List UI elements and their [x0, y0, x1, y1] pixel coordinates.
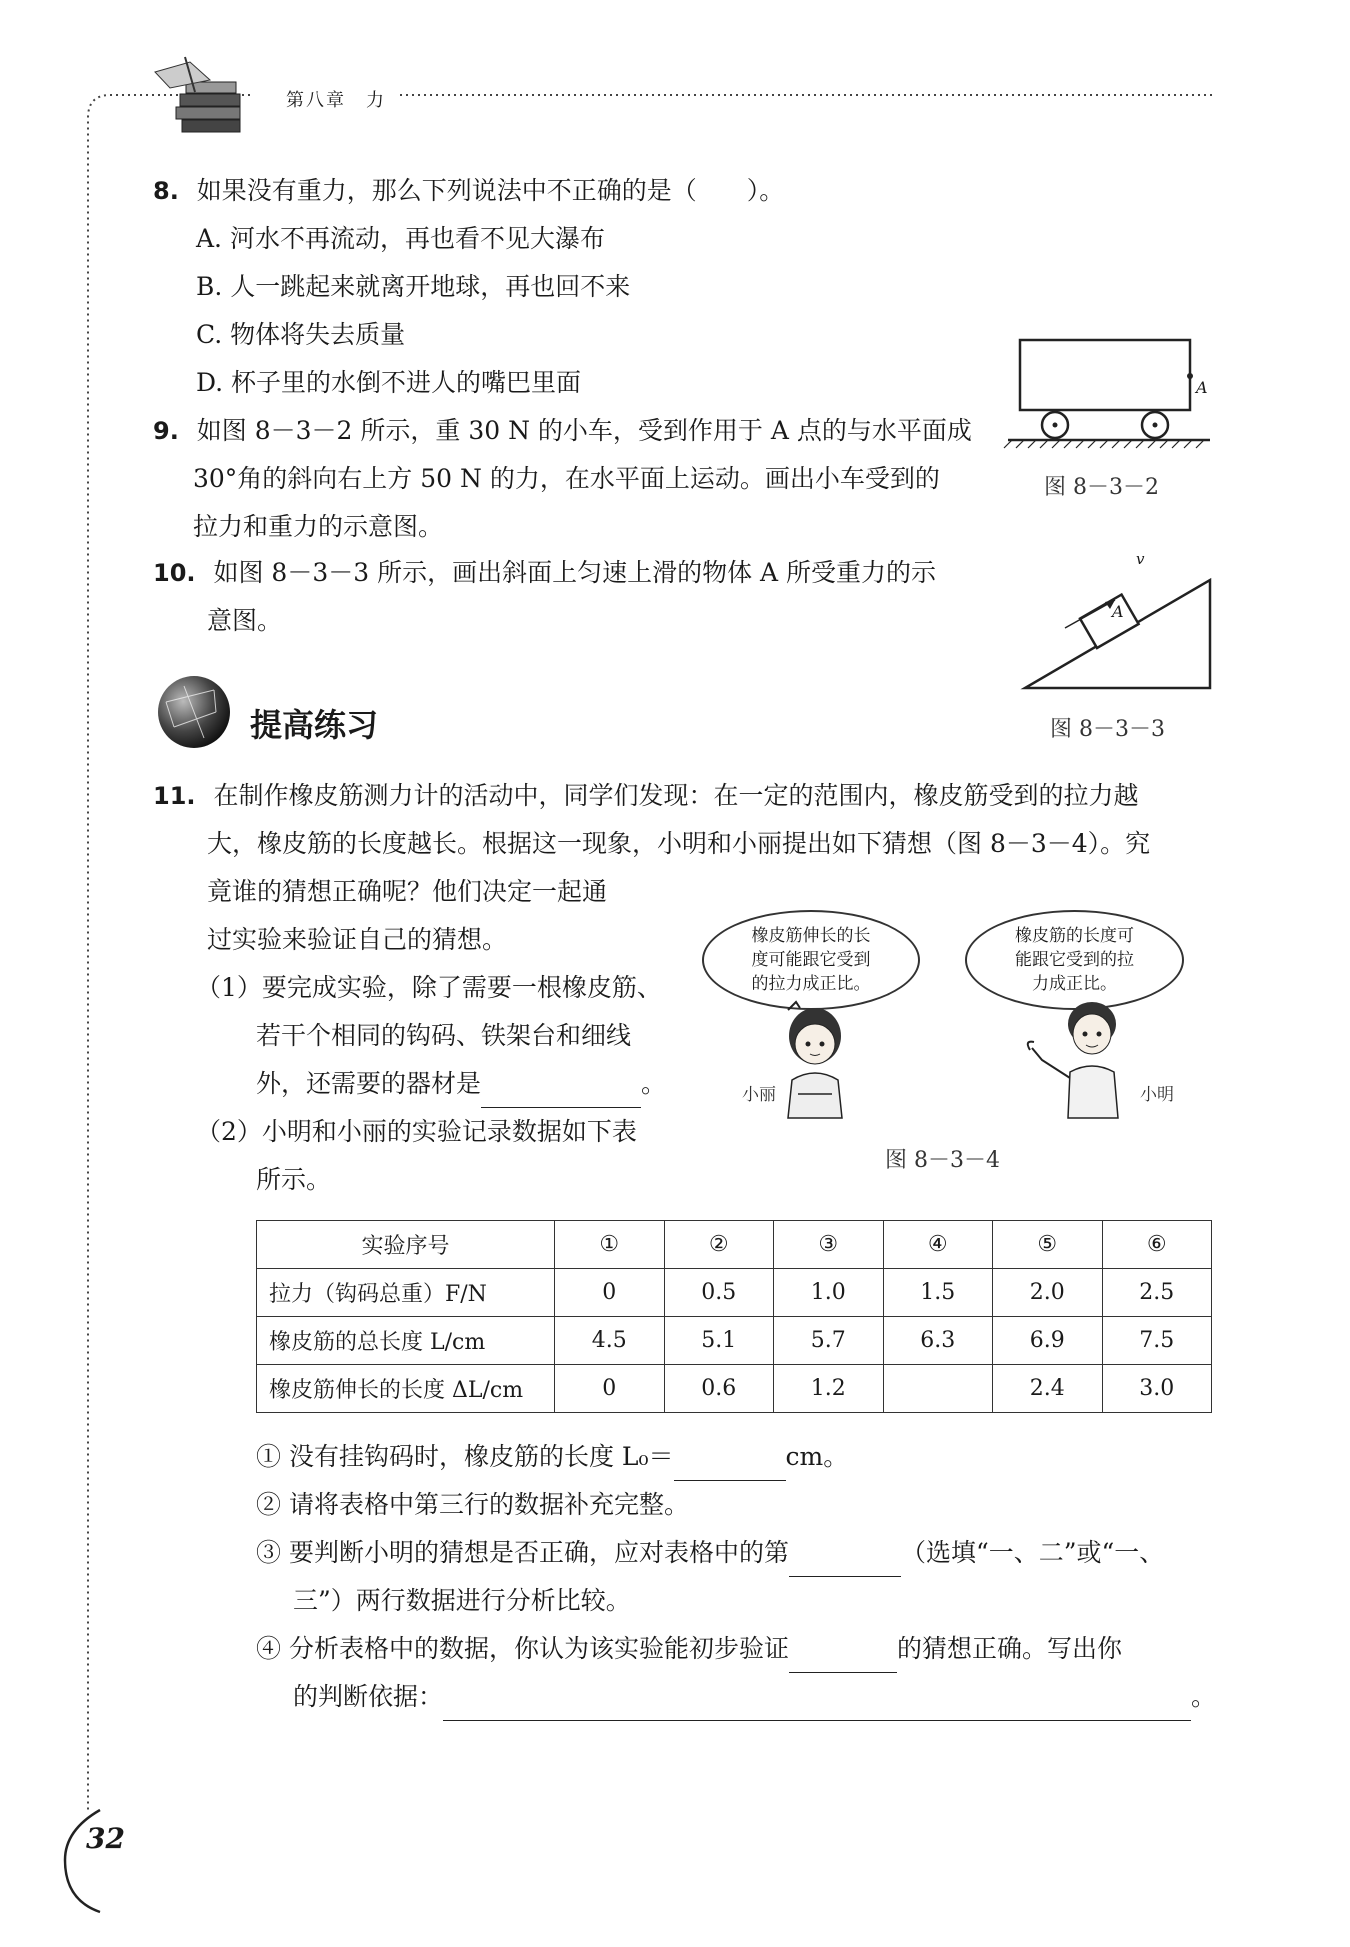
- page-number: 32: [86, 1822, 125, 1855]
- table-cell: 2.5: [1102, 1269, 1212, 1317]
- table-cell: 1.0: [774, 1269, 884, 1317]
- table-cell: 5.1: [664, 1317, 774, 1365]
- cart-point-label: A: [1196, 378, 1208, 397]
- answer-blank-equipment[interactable]: [481, 1077, 641, 1108]
- answer-blank-rows[interactable]: [789, 1546, 901, 1577]
- q11-sub2: ② 请将表格中第三行的数据补充完整。: [256, 1490, 689, 1519]
- table-row-label: 橡皮筋伸长的长度 ΔL/cm: [257, 1365, 555, 1413]
- incline-block-label: A: [1112, 602, 1124, 621]
- xiaoli-girl-illustration: [770, 1000, 860, 1120]
- q11-sub4-line1: ④ 分析表格中的数据，你认为该实验能初步验证 的猜想正确。写出你: [256, 1625, 1122, 1673]
- table-cell: 6.9: [993, 1317, 1103, 1365]
- q11-line1: 11. 在制作橡皮筋测力计的活动中，同学们发现：在一定的范围内，橡皮筋受到的拉力越: [153, 781, 1139, 810]
- experiment-data-table: [256, 1220, 1212, 1413]
- q11-part2-line2: 所示。: [256, 1165, 332, 1194]
- q11-sub3-line1: ③ 要判断小明的猜想是否正确，应对表格中的第 （选填“一、二”或“一、: [256, 1529, 1164, 1577]
- q10-line1: 10. 如图 8－3－3 所示，画出斜面上匀速上滑的物体 A 所受重力的示: [153, 558, 937, 587]
- q8-stem: 8. 如果没有重力，那么下列说法中不正确的是（ ）。: [153, 176, 785, 205]
- q8-number: 8.: [153, 177, 179, 205]
- q9-line2: 30°角的斜向右上方 50 N 的力，在水平面上运动。画出小车受到的: [193, 464, 940, 493]
- table-cell: 5.7: [774, 1317, 884, 1365]
- table-header-cell: ②: [664, 1221, 774, 1269]
- table-row-label: 橡皮筋的总长度 L/cm: [257, 1317, 555, 1365]
- q8-option-c: C. 物体将失去质量: [196, 320, 406, 349]
- q10-line2: 意图。: [207, 606, 283, 635]
- q11-line4: 过实验来验证自己的猜想。: [207, 925, 508, 954]
- table-header-cell: ③: [774, 1221, 884, 1269]
- q9-line3: 拉力和重力的示意图。: [193, 512, 444, 541]
- answer-blank-who[interactable]: [789, 1642, 897, 1673]
- table-cell-blank[interactable]: [883, 1365, 993, 1413]
- table-cell: 2.4: [993, 1365, 1103, 1413]
- q11-part1-line3: 外，还需要的器材是 。: [256, 1060, 666, 1108]
- xiaoli-name: 小丽: [742, 1085, 776, 1105]
- table-header-cell: ④: [883, 1221, 993, 1269]
- xiaoming-name: 小明: [1140, 1085, 1174, 1105]
- q11-line3: 竟谁的猜想正确呢？他们决定一起通: [207, 877, 608, 906]
- answer-blank-l0[interactable]: [674, 1450, 786, 1481]
- q9-number: 9.: [153, 417, 179, 445]
- q11-sub4-line2: 的判断依据： 。: [293, 1673, 1216, 1721]
- q11-part1-line1: （1）要完成实验，除了需要一根橡皮筋、: [196, 973, 662, 1002]
- q11-line2: 大，橡皮筋的长度越长。根据这一现象，小明和小丽提出如下猜想（图 8－3－4）。究: [207, 829, 1151, 858]
- table-cell: 7.5: [1102, 1317, 1212, 1365]
- q11-sub1: ① 没有挂钩码时，橡皮筋的长度 L₀＝ cm。: [256, 1433, 848, 1481]
- table-cell: 1.2: [774, 1365, 884, 1413]
- fig834-caption: 图 8－3－4: [885, 1148, 1000, 1173]
- table-cell: 3.0: [1102, 1365, 1212, 1413]
- table-cell: 2.0: [993, 1269, 1103, 1317]
- table-cell: 0: [555, 1365, 665, 1413]
- q11-part2-line1: （2）小明和小丽的实验记录数据如下表: [196, 1117, 637, 1146]
- table-cell: 6.3: [883, 1317, 993, 1365]
- incline-velocity-label: v: [1136, 550, 1145, 568]
- xiaoming-speech-bubble: 橡皮筋的长度可 能跟它受到的拉 力成正比。: [965, 910, 1184, 1010]
- q8-option-b: B. 人一跳起来就离开地球，再也回不来: [196, 272, 631, 301]
- table-header-cell: 实验序号: [257, 1221, 555, 1269]
- table-row: [257, 1269, 1212, 1317]
- q11-number: 11.: [153, 782, 196, 810]
- fig833-caption: 图 8－3－3: [1050, 717, 1165, 742]
- table-cell: 1.5: [883, 1269, 993, 1317]
- table-header-cell: ⑤: [993, 1221, 1103, 1269]
- table-row-label: 拉力（钩码总重）F/N: [257, 1269, 555, 1317]
- q8-option-d: D. 杯子里的水倒不进人的嘴巴里面: [196, 368, 582, 397]
- q10-number: 10.: [153, 559, 196, 587]
- globe-icon: [154, 672, 234, 752]
- table-header-row: [257, 1221, 1212, 1269]
- books-icon: [150, 52, 250, 137]
- q11-part1-line2: 若干个相同的钩码、铁架台和细线: [256, 1021, 632, 1050]
- table-cell: 0: [555, 1269, 665, 1317]
- table-row: [257, 1365, 1212, 1413]
- table-header-cell: ⑥: [1102, 1221, 1212, 1269]
- answer-blank-reason[interactable]: [443, 1690, 1191, 1721]
- xiaoli-speech-bubble: 橡皮筋伸长的长 度可能跟它受到 的拉力成正比。: [702, 910, 920, 1010]
- q9-line1: 9. 如图 8－3－2 所示，重 30 N 的小车，受到作用于 A 点的与水平面成: [153, 416, 972, 445]
- table-cell: 0.6: [664, 1365, 774, 1413]
- chapter-title: 第八章 力: [286, 90, 386, 111]
- q11-sub3-line2: 三”）两行数据进行分析比较。: [293, 1586, 631, 1615]
- section-title: 提高练习: [250, 706, 379, 744]
- xiaoming-boy-illustration: [1020, 990, 1140, 1120]
- table-header-cell: ①: [555, 1221, 665, 1269]
- table-cell: 0.5: [664, 1269, 774, 1317]
- table-row: [257, 1317, 1212, 1365]
- q8-option-a: A. 河水不再流动，再也看不见大瀑布: [196, 224, 605, 253]
- table-cell: 4.5: [555, 1317, 665, 1365]
- incline-figure: [1015, 550, 1215, 695]
- cart-figure: [1000, 330, 1220, 450]
- fig832-caption: 图 8－3－2: [1044, 475, 1159, 500]
